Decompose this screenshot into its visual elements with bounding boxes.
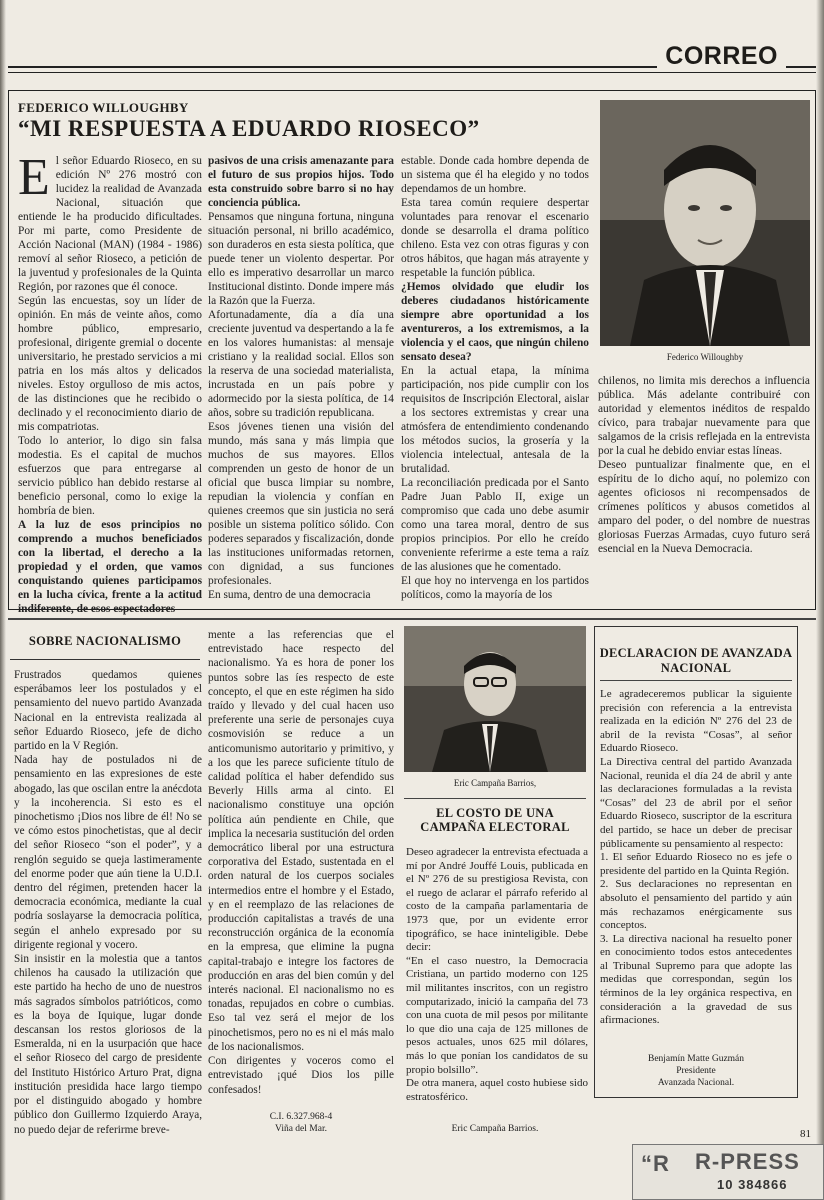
- main-col3-para-4: La reconciliación predicada por el Santo Padre Juan Pablo II, exige un compromiso que cada uno debe asumir como una tarea moral, dentro de sus propios principios. Por ello he creído conveniente referirme a este tema a raíz de las alusiones que he comentado.: [401, 477, 589, 573]
- costo-quote: “En el caso nuestro, la Democracia Cristiana, un partido moderno con 125 mil militantes inscritos, con un registro computarizado, inició la campaña del 73 con una cuota de mil pesos por militante lo que dio una caja de 125 millones de pesos actuales, unos 625 mil dólares, más lo que ponían los candidatos de su propio bolsillo”.: [406, 954, 588, 1076]
- main-col2-para-3: Esos jóvenes tienen una visión del mundo, más sana y más limpia que muchos de sus mayores. Ellos comprenden un gesto de honor de un oficial que busca limpiar su nombre, repudian la violencia y confían en quienes creemos que sin justicia no será posible un sistema político sólido. Con poderes separados y fiscalización, donde las instituciones uniformadas retornen, con dignidad, a sus funciones profesionales.: [208, 421, 394, 587]
- scan-edge-right: [816, 0, 824, 1200]
- main-article-author: FEDERICO WILLOUGHBY: [18, 100, 189, 115]
- costo-title-rule: [404, 798, 586, 799]
- nacionalismo-para-2: Nada hay de postulados ni de pensamiento en las expresiones de este abogado, las que oscilan entre la anécdota y la incoherencia. Si esto es el pinochetismo ¡Dios nos libre de él! No se ve cómo estos pinochetistas, que al decir del señor Rioseco “son el poder”, y a renglón seguido se queja lastimeramente del enorme poder que aún tiene la U.D.I. dentro del régimen, pretenden hacer la democracia económica, mediante la cual podría soslayarse la democracia política, según el anhelo expresado por su dirigente regional y vocero.: [14, 754, 202, 951]
- declaracion-point-3: 3. La directiva nacional ha resuelto poner en conocimiento todos estos antecedentes al Tribunal Supremo para que adopte las medidas que correspondan, según los términos de la ley orgánica respectiva, en consideración a la gravedad de sus afirmaciones.: [600, 932, 792, 1027]
- main-col1-para-3: Todo lo anterior, lo digo sin falsa modestia. Es el capital de muchos esfuerzos que para entregarse al servicio público han debido restarse al beneficio personal, como lo exige la hombría de bien.: [18, 435, 202, 517]
- stamp-number: 10 384866: [717, 1177, 788, 1192]
- nacionalismo-column-1: [14, 668, 202, 1168]
- main-col3-para-1: estable. Donde cada hombre dependa de un sistema que él ha elegido y no todos dependamos de un hombre.: [401, 155, 589, 195]
- section-title: CORREO: [657, 42, 786, 71]
- stamp-text-press: R-PRESS: [695, 1149, 800, 1174]
- costo-para-2: De otra manera, aquel costo hubiese sido estratosférico.: [406, 1077, 588, 1103]
- main-col4-para-2: Deseo puntualizar finalmente que, en el espíritu de lo dicho aquí, no polemizo con agentes oficiosos ni recompensados de crímenes políticos y abusos cometidos al amparo del poder, o del nombre de nuestras gloriosas Fuerzas Armadas, cuyo futuro será esencial en la Nueva Democracia.: [598, 459, 810, 555]
- main-col2-para-2: Afortunadamente, día a día una creciente juventud va despertando a la fe en los valores humanistas: al mensaje cristiano y la realidad social. Ellos son la reserva de una sociedad materialista, incrustada en un país pobre y adormecido por la siesta política, de 14 años, sobre su tradición republicana.: [208, 309, 394, 419]
- main-col2-bold: pasivos de una crisis amenazante para el futuro de sus propios hijos. Todo esta construido sobre barro si no hay conciencia pública.: [208, 155, 394, 209]
- nacionalismo-para-1: Frustrados quedamos quienes esperábamos leer los postulados y el pensamiento del nuevo partido Avanzada Nacional en la entrevista realizada al señor Eduardo Rioseco, jefe de dicho partido en la V Región.: [14, 669, 202, 753]
- dropcap-letter: E: [18, 149, 50, 206]
- willoughby-photo-caption: Federico Willoughby: [666, 352, 744, 362]
- costo-body: [406, 846, 588, 1126]
- declaracion-signature-role: Presidente: [676, 1066, 716, 1076]
- declaracion-signature-org: Avanzada Nacional.: [657, 1078, 735, 1088]
- nacionalismo-title: SOBRE NACIONALISMO: [28, 634, 182, 648]
- declaracion-point-1: 1. El señor Eduardo Rioseco no es jefe o presidente del partido en la Quinta Región.: [600, 851, 792, 877]
- lower-section-rule: [8, 618, 816, 620]
- nacionalismo-para-5: Con dirigentes y voceros como el entrevistado ¡qué Dios los pille confesados!: [208, 1055, 394, 1096]
- main-col3-para-2: Esta tarea común requiere despertar voluntades para renovar el escenario donde se desarrolla el drama político chileno. Esta vez con otras figuras y con otros hábitos, que hagan más atrayente y respetable la función pública.: [401, 197, 589, 279]
- main-col3-para-5: El que hoy no intervenga en los partidos políticos, como la mayoría de los: [401, 575, 589, 601]
- main-col3-para-3: En la actual etapa, la mínima participación, nos pide cumplir con los requisitos de Inscripción Electoral, aislar a los sectores extremistas y crear una atmósfera de entendimiento condenando los métodos sucios, la grosería y la violencia intelectual, antesala de la brutalidad.: [401, 365, 589, 475]
- main-col2-para-4: En suma, dentro de una democracia: [208, 589, 371, 601]
- header-rule-thin: [8, 72, 816, 73]
- main-article-column-4: [598, 374, 810, 604]
- declaracion-point-2: 2. Sus declaraciones no representan en absoluto el pensamiento del partido y aún más rechazamos enérgicamente sus conceptos.: [600, 878, 792, 932]
- stamp-text-left: “R: [641, 1151, 670, 1176]
- main-article-headline: “MI RESPUESTA A EDUARDO RIOSECO”: [18, 116, 480, 141]
- main-col4-para-1: chilenos, no limita mis derechos a influencia pública. Más adelante contribuiré con autoridad y elementos inéditos de respaldo cívico, para trabajar nuevamente para que salgamos de la crisis reflejada en la entrevista por la cual he debido enviar estas líneas.: [598, 375, 810, 457]
- main-article-column-1: [18, 149, 202, 615]
- main-col1-bold: A la luz de esos principios no comprendo a muchos beneficiados con la libertad, el derecho a la propiedad y el orden, que vamos conquistando quienes participamos en la lucha cívica, frente a la actitud indiferente, de esos espectadores: [18, 519, 202, 615]
- willoughby-photo: [600, 100, 810, 346]
- nacionalismo-signature-city: Viña del Mar.: [275, 1124, 327, 1134]
- main-col1-para-2: Según las encuestas, soy un líder de opinión. En más de veinte años, como hombre público, empresario, profesional, dirigente gremial o docente universitario, he prestado servicios a mi patria en los más altos y delicados niveles. Estoy orgulloso de mis actos, de las distinciones que he recibido o declinado y el reconocimiento diario de mis compatriotas.: [18, 295, 202, 433]
- nacionalismo-signature-id: C.I. 6.327.968-4: [269, 1112, 333, 1122]
- archive-stamp: [632, 1144, 824, 1200]
- costo-para-1: Deseo agradecer la entrevista efectuada a mí por André Jouffé Louis, publicada en el Nº 276 de su prestigiosa Revista, con el ruego de aclarar el párrafo referido al costo de la campaña parlamentaria de 1973 que, por un evidente error tipográfico, se hace ininteligible. Debe decir:: [406, 846, 588, 954]
- campana-photo-caption: Eric Campaña Barrios,: [453, 778, 537, 788]
- main-col3-bold: ¿Hemos olvidado que eludir los deberes ciudadanos históricamente siempre abre oportunidad a los aventureros, a los extremismos, a la violencia y el caos, que ningún chileno sensato desea?: [401, 281, 589, 363]
- declaracion-title-rule: [600, 680, 792, 681]
- main-article-column-2: [208, 154, 394, 604]
- declaracion-signature-name: Benjamín Matte Guzmán: [647, 1054, 745, 1064]
- costo-signature: Eric Campaña Barrios.: [451, 1124, 539, 1134]
- campana-photo: [404, 626, 586, 772]
- main-article-column-3: [401, 154, 589, 604]
- nacionalismo-para-4: mente a las referencias que el entrevistado hace respecto del nacionalismo. Ya es hora de poner los puntos sobre las íes respecto de este concepto, el que en este régimen ha sido traído y llevado y del cual hacen uso preferente una serie de personajes cuya cosmovisión se reduce a un anticomunismo autoritario y primitivo, y a los que les parece suficiente título de calidad política el haber defendido sus Beverly Hills arma al cinto. El nacionalismo constituye una opción política aún pendiente en Chile, que implica la necesaria sustitución del orden democrático liberal por una estructura corporativa del Estado, sustentada en el orden natural de los cuerpos sociales intermedios entre el hombre y el Estado, y en el reemplazo de las relaciones de producción capitalistas a través de una reconstrucción orgánica de la economía en la empresa, que elimine la pugna capital-trabajo e integre los factores de producción en aras del bien común y del interés nacional. El nacionalismo no es tonadas, repujados en cobre o cumbias. Eso tal vez será el mejor de los pinochetismos, pero no es ni el más malo de los nacionalismos.: [208, 629, 394, 1053]
- declaracion-title: DECLARACION DE AVANZADA NACIONAL: [599, 646, 793, 675]
- declaracion-body: [600, 688, 792, 1038]
- declaracion-para-1: Le agradeceremos publicar la siguiente precisión con referencia a la entrevista realizada en la edición Nº 276 del 23 de abril de la revista “Cosas”, al señor Eduardo Rioseco.: [600, 688, 792, 755]
- declaracion-para-2: La Directiva central del partido Avanzada Nacional, reunida el día 24 de abril y ante las declaraciones formuladas a la revista “Cosas” del 23 de abril por el señor Eduardo Rioseco, suscriptor de la escritura del partido, se hace un deber de precisar públicamente su pensamiento al respecto:: [600, 755, 792, 850]
- scan-edge-left: [0, 0, 6, 1200]
- nacionalismo-para-3: Sin insistir en la molestia que a tantos chilenos ha causado la utilización que este partido ha hecho de uno de nuestros más sagrados símbolos patrióticos, como es la boya de Iquique, lugar donde descansan los restos gloriosos de la Esmeralda, ni en la usurpación que hace el señor Rioseco del cargo de presidente del Instituto Histórico Arturo Prat, digna institución presidida hace largo tiempo por el distinguido abogado y hombre público don Guillermo Izquierdo Araya, no puedo dejar de referirme breve-: [14, 953, 202, 1136]
- main-col1-para-1: l señor Eduardo Rioseco, en su edición Nº 276 mostró con lucidez la realidad de Avanzada Nacional, situación que entiende le ha producido dificultades. Por mi parte, como Presidente de Acción Nacional (MAN) (1984 - 1986) removí al señor Rioseco, a petición de la juventud y profesionales de la Quinta Región, por razones que él conoce.: [18, 155, 202, 293]
- costo-title: EL COSTO DE UNA CAMPAÑA ELECTORAL: [420, 806, 570, 834]
- nacionalismo-column-2: [208, 628, 394, 1108]
- page-number: 81: [800, 1128, 811, 1140]
- main-col2-para-1: Pensamos que ninguna fortuna, ninguna situación personal, ni brillo académico, son duraderos en esta siesta política, que puede tener un violento despertar. Por ello es imperativo desarrollar un marco Institucional distinto. Donde impere más la Razón que la Fuerza.: [208, 211, 394, 307]
